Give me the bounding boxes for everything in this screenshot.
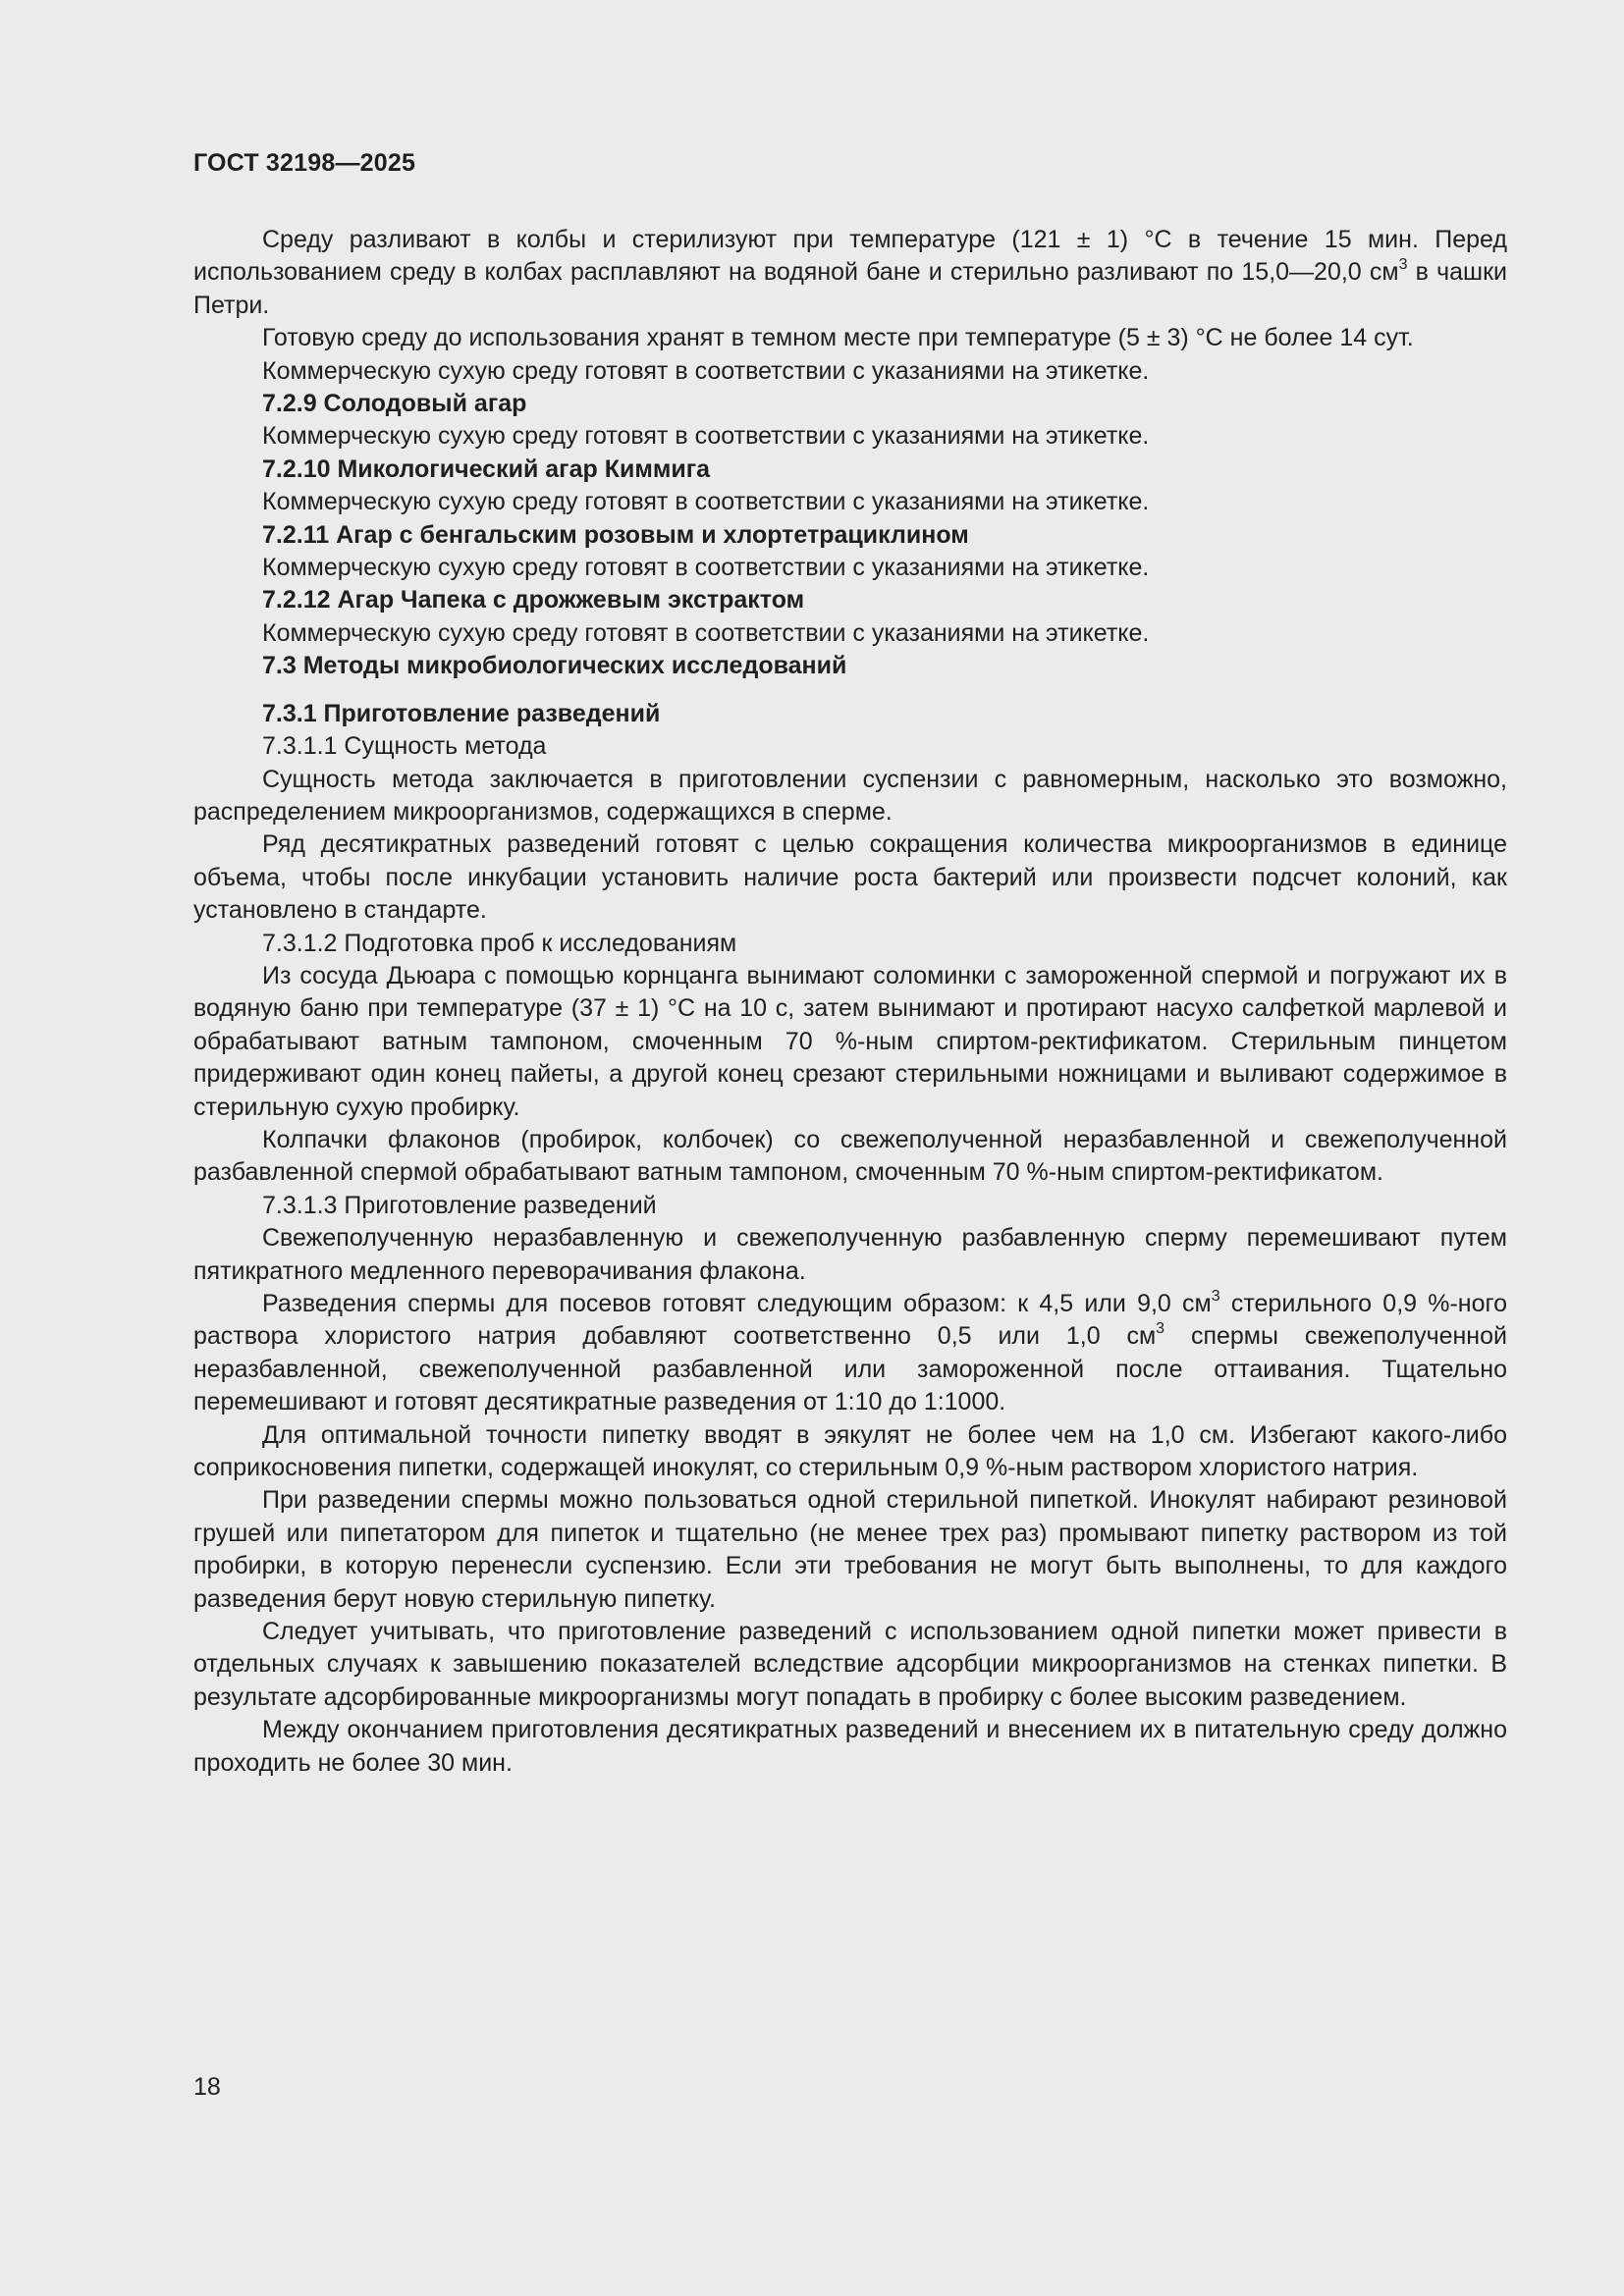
section-heading-7-2-11: 7.2.11 Агар с бенгальским розовым и хлортетрациклином [262, 520, 969, 549]
paragraph: Коммерческую сухую среду готовят в соответствии с указаниями на этикетке. [262, 488, 1150, 516]
paragraph: Для оптимальной точности пипетку вводят в эякулят не более чем на 1,0 см. Избегают какого-либо соприкосновения пипетки, содержащей инокулят, со стерильным 0,9 %-ным раствором хлористого натрия. [193, 1420, 1507, 1482]
page-number: 18 [193, 2073, 221, 2101]
subsection-heading-7-3-1-1: 7.3.1.1 Сущность метода [262, 732, 547, 761]
paragraph: Сущность метода заключается в приготовлении суспензии с равномерным, насколько это возможно, распределением микроорганизмов, содержащихся в сперме. [193, 765, 1507, 826]
paragraph: Между окончанием приготовления десятикратных разведений и внесением их в питательную среду должно проходить не более 30 мин. [193, 1716, 1507, 1777]
paragraph: Коммерческую сухую среду готовят в соответствии с указаниями на этикетке. [262, 356, 1150, 385]
paragraph: Из сосуда Дьюара с помощью корнцанга вынимают соломинки с замороженной спермой и погружают их в водяную баню при температуре (37 ± 1) °С на 10 с, затем вынимают и протирают насухо салфеткой марлевой и обрабатывают ватным тампоном, смоченным 70 %-ным спиртом-ректификатом. Стерильным пинцетом придерживают один конец пайеты, а другой конец срезают стерильными ножницами и выливают содержимое в стерильную сухую пробирку. [193, 961, 1507, 1121]
paragraph: Следует учитывать, что приготовление разведений с использованием одной пипетки может привести в отдельных случаях к завышению показателей вследствие адсорбции микроорганизмов на стенках пипетки. В результате адсорбированные микроорганизмы могут попадать в пробирку с более высоким разведением. [193, 1618, 1507, 1711]
subsection-heading-7-3-1-2: 7.3.1.2 Подготовка проб к исследованиям [262, 929, 737, 957]
paragraph: Коммерческую сухую среду готовят в соответствии с указаниями на этикетке. [262, 554, 1150, 582]
paragraph: Среду разливают в колбы и стерилизуют при температуре (121 ± 1) °С в течение 15 мин. Перед использованием среду в колбах расплавляют на водяной бане и стерильно разливают по 15,0—20,0 $см^3$ в чашки Петри. [193, 226, 1508, 319]
paragraph: Разведения спермы для посевов готовят следующим образом: к 4,5 или 9,0 $см^3$ стерильного 0,9 %-ного раствора хлористого натрия добавляют соответственно 0,5 или 1,0 $см^3$ спермы свежеполученной неразбавленной, свежеполученной разбавленной или замороженной после оттаивания. Тщательно перемешивают и готовят десятикратные разведения от 1:10 до 1:1000. [193, 1287, 1507, 1416]
document-header: ГОСТ 32198—2025 [193, 149, 416, 177]
subsection-heading-7-3-1-3: 7.3.1.3 Приготовление разведений [262, 1191, 657, 1219]
document-body [193, 224, 1507, 1780]
paragraph: Колпачки флаконов (пробирок, колбочек) со свежеполученной неразбавленной и свежеполученной разбавленной спермой обрабатывают ватным тампоном, смоченным 70 %-ным спиртом-ректификатом. [193, 1125, 1507, 1187]
paragraph: При разведении спермы можно пользоваться одной стерильной пипеткой. Инокулят набирают резиновой грушей или пипетатором для пипеток и тщательно (не менее трех раз) промывают пипетку раствором из той пробирки, в которую перенесли суспензию. Если эти требования не могут быть выполнены, то для каждого разведения берут новую стерильную пипетку. [193, 1486, 1507, 1613]
paragraph: Коммерческую сухую среду готовят в соответствии с указаниями на этикетке. [262, 422, 1150, 451]
section-heading-7-3: 7.3 Методы микробиологических исследований [262, 652, 847, 680]
section-heading-7-3-1: 7.3.1 Приготовление разведений [262, 699, 661, 727]
paragraph: Готовую среду до использования хранят в темном месте при температуре (5 ± 3) °С не более 14 сут. [262, 324, 1414, 352]
paragraph: Коммерческую сухую среду готовят в соответствии с указаниями на этикетке. [262, 618, 1150, 647]
paragraph: Свежеполученную неразбавленную и свежеполученную разбавленную сперму перемешивают путем пятикратного медленного переворачивания флакона. [193, 1224, 1507, 1285]
paragraph: Ряд десятикратных разведений готовят с целью сокращения количества микроорганизмов в единице объема, чтобы после инкубации установить наличие роста бактерий или произвести подсчет колоний, как установлено в стандарте. [193, 830, 1507, 925]
section-heading-7-2-9: 7.2.9 Солодовый агар [262, 390, 527, 418]
section-heading-7-2-12: 7.2.12 Агар Чапека с дрожжевым экстрактом [262, 586, 805, 614]
section-heading-7-2-10: 7.2.10 Микологический агар Киммига [262, 454, 711, 483]
